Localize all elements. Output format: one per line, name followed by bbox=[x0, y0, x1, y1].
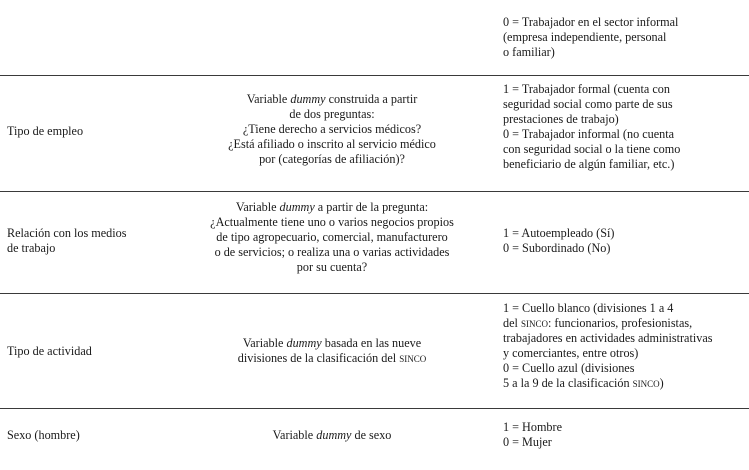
row2-def-line: 1 = Autoempleado (Sí) bbox=[503, 226, 615, 240]
row1-cons-line: Variable dummy construida a partir bbox=[246, 92, 418, 106]
row2-var-line: Relación con los medios bbox=[7, 226, 127, 240]
row3-variable-name bbox=[7, 344, 185, 359]
row1-def-line: con seguridad social o la tiene como bbox=[503, 142, 681, 156]
row3-def-line: y comerciantes, entre otros) bbox=[503, 346, 639, 360]
row0-def-line: (empresa independiente, personal bbox=[503, 30, 667, 44]
row2-variable-name bbox=[7, 226, 185, 256]
row1-cons-line: ¿Está afiliado o inscrito al servicio médico bbox=[228, 137, 436, 151]
row4-cons-line: Variable dummy de sexo bbox=[272, 428, 392, 442]
row-divider bbox=[0, 293, 749, 294]
row2-cons-line: o de servicios; o realiza una o varias actividades bbox=[214, 245, 450, 259]
row3-def-line: 5 a la 9 de la clasificación sinco) bbox=[503, 376, 664, 390]
row1-variable-name bbox=[7, 124, 185, 139]
row2-cons-line: por su cuenta? bbox=[296, 260, 368, 274]
row2-cons-line: ¿Actualmente tiene uno o varios negocios propios bbox=[210, 215, 454, 229]
row2-cons-line: de tipo agropecuario, comercial, manufacturero bbox=[216, 230, 448, 244]
row4-def-line: 0 = Mujer bbox=[503, 435, 552, 449]
row-divider bbox=[0, 75, 749, 76]
row3-cons-line: Variable dummy basada en las nueve bbox=[242, 336, 422, 350]
row2-var-line: de trabajo bbox=[7, 241, 56, 255]
row3-construction bbox=[182, 336, 482, 366]
row2-cons-line: Variable dummy a partir de la pregunta: bbox=[235, 200, 429, 214]
row1-cons-line: de dos preguntas: bbox=[289, 107, 375, 121]
row-divider bbox=[0, 191, 749, 192]
row3-def-line: trabajadores en actividades administrativas bbox=[503, 331, 713, 345]
row4-construction bbox=[182, 428, 482, 443]
row4-definition bbox=[503, 420, 749, 450]
row1-def-line: seguridad social como parte de sus bbox=[503, 97, 673, 111]
row1-cons-line: ¿Tiene derecho a servicios médicos? bbox=[242, 122, 422, 136]
row2-construction bbox=[182, 200, 482, 275]
row1-def-line: 0 = Trabajador informal (no cuenta bbox=[503, 127, 675, 141]
row3-def-line: del sinco: funcionarios, profesionistas, bbox=[503, 316, 693, 330]
row1-def-line: 1 = Trabajador formal (cuenta con bbox=[503, 82, 670, 96]
row3-cons-line: divisiones de la clasificación del sinco bbox=[237, 351, 427, 365]
row4-var-line: Sexo (hombre) bbox=[7, 428, 80, 442]
row3-definition bbox=[503, 301, 749, 391]
row3-var-line: Tipo de actividad bbox=[7, 344, 92, 358]
row2-def-line: 0 = Subordinado (No) bbox=[503, 241, 611, 255]
row1-var-line: Tipo de empleo bbox=[7, 124, 84, 138]
row1-def-line: beneficiario de algún familiar, etc.) bbox=[503, 157, 675, 171]
row1-construction bbox=[182, 92, 482, 167]
row0-def-line: o familiar) bbox=[503, 45, 555, 59]
row1-cons-line: por (categorías de afiliación)? bbox=[259, 152, 405, 166]
row0-def-line: 0 = Trabajador en el sector informal bbox=[503, 15, 679, 29]
row0-definition bbox=[503, 15, 749, 60]
row2-definition bbox=[503, 226, 749, 256]
row1-definition bbox=[503, 82, 749, 172]
row4-variable-name bbox=[7, 428, 185, 443]
row-divider bbox=[0, 408, 749, 409]
row3-def-line: 0 = Cuello azul (divisiones bbox=[503, 361, 635, 375]
row4-def-line: 1 = Hombre bbox=[503, 420, 562, 434]
row1-def-line: prestaciones de trabajo) bbox=[503, 112, 619, 126]
row3-def-line: 1 = Cuello blanco (divisiones 1 a 4 bbox=[503, 301, 674, 315]
